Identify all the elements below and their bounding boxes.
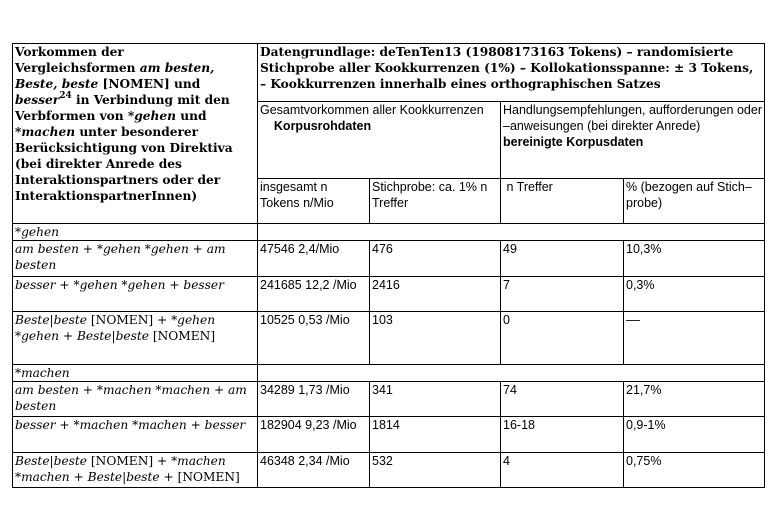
table-row xyxy=(13,381,765,416)
datengrundlage-text: Datengrundlage: deTenTen13 (19808173163 Tokens) – randomisierte Stichprobe aller Kookkurrenzen (1%) – Kollokationsspanne: ± 3 Tokens, – Kookkurrenzen innerhalb eines orthographischen Satzes xyxy=(260,45,754,91)
prozent-value: –– xyxy=(626,312,640,327)
table-row xyxy=(13,417,765,452)
footnote-marker: 24 xyxy=(59,91,72,101)
pattern-part: [NOMEN] xyxy=(149,328,216,343)
header-line-italic: *machen xyxy=(15,125,76,139)
bereinigte-korpusdaten-label: bereinigte Korpusdaten xyxy=(503,134,644,149)
treffer-value: 4 xyxy=(503,453,510,468)
header-line: Interaktionspartners oder der xyxy=(15,173,221,187)
treffer-value: 0 xyxy=(503,312,510,327)
col-header-text: insgesamt n Tokens n/Mio xyxy=(260,179,334,210)
stichprobe-value: 103 xyxy=(372,312,393,327)
header-line: unter besonderer xyxy=(75,125,199,139)
group-label: *machen xyxy=(15,365,70,380)
col-header-text: n Treffer xyxy=(506,179,553,194)
stichprobe-cell xyxy=(370,241,501,276)
treffer-cell xyxy=(501,241,624,276)
pattern-part: *machen + besser xyxy=(132,418,246,433)
stichprobe-value: 2416 xyxy=(372,277,400,292)
stichprobe-cell xyxy=(370,276,501,311)
header-line: Verbformen von xyxy=(15,109,128,123)
header-description-cell xyxy=(13,44,258,224)
stichprobe-cell xyxy=(370,311,501,364)
treffer-cell xyxy=(501,381,624,416)
header-line: Vergleichsformen xyxy=(15,61,140,75)
pattern-cell xyxy=(13,452,258,487)
group-label-filler xyxy=(258,224,765,241)
header-line: (bei direkter Anrede des xyxy=(15,157,182,171)
pattern-part: *machen *machen + Beste|beste + xyxy=(15,453,226,484)
insgesamt-value: 46348 2,34 /Mio xyxy=(260,453,350,468)
table-row xyxy=(13,311,765,364)
insgesamt-value: 34289 1,73 /Mio xyxy=(260,382,350,397)
insgesamt-cell xyxy=(258,417,370,452)
stichprobe-value: 476 xyxy=(372,242,393,257)
header-line-italic: besser xyxy=(15,93,60,107)
treffer-cell xyxy=(501,452,624,487)
col-header-stichprobe xyxy=(370,178,501,224)
korpusrohdaten-label: Korpusrohdaten xyxy=(273,118,372,133)
pattern-cell xyxy=(13,381,258,416)
stichprobe-cell xyxy=(370,452,501,487)
pattern-part: *machen + am besten xyxy=(15,382,247,413)
table-row xyxy=(13,276,765,311)
col-header-insgesamt xyxy=(258,178,370,224)
handlungsempfehlungen-label: Handlungsempfehlungen, aufforderungen oder –anweisungen (bei direkter Anrede) xyxy=(503,102,762,133)
treffer-value: 7 xyxy=(503,277,510,292)
prozent-value: 0,9-1% xyxy=(626,418,666,433)
header-line: in Verbindung mit den xyxy=(71,93,230,107)
insgesamt-cell xyxy=(258,452,370,487)
pattern-cell xyxy=(13,241,258,276)
pattern-part: besser + *gehen xyxy=(15,277,118,292)
stichprobe-value: 1814 xyxy=(372,418,400,433)
pattern-cell xyxy=(13,311,258,364)
header-line: [NOMEN] und xyxy=(98,77,201,91)
header-line: und xyxy=(176,109,207,123)
stichprobe-value: 532 xyxy=(372,453,393,468)
table-row xyxy=(13,241,765,276)
insgesamt-value: 241685 12,2 /Mio xyxy=(260,277,357,292)
stichprobe-cell xyxy=(370,417,501,452)
header-line: InteraktionspartnerInnen) xyxy=(15,189,198,203)
header-line-italic: *gehen xyxy=(127,109,177,123)
prozent-cell xyxy=(624,381,765,416)
treffer-cell xyxy=(501,417,624,452)
gesamtvorkommen-label: Gesamtvorkommen aller Kookkurrenzen xyxy=(260,102,484,117)
prozent-value: 0,3% xyxy=(626,277,655,292)
datengrundlage-cell xyxy=(258,44,765,102)
treffer-cell xyxy=(501,276,624,311)
group-label-machen xyxy=(13,364,258,381)
pattern-part: am besten + *machen xyxy=(15,382,152,397)
pattern-cell xyxy=(13,276,258,311)
pattern-cell xyxy=(13,417,258,452)
insgesamt-value: 10525 0,53 /Mio xyxy=(260,312,350,327)
prozent-cell xyxy=(624,452,765,487)
prozent-cell xyxy=(624,417,765,452)
treffer-value: 49 xyxy=(503,242,517,257)
pattern-part: [NOMEN] + xyxy=(87,453,172,468)
pattern-part: [NOMEN] + xyxy=(87,312,172,327)
stichprobe-cell xyxy=(370,381,501,416)
header-line-italic: Beste, beste xyxy=(15,77,99,91)
handlungsempfehlungen-cell xyxy=(501,101,765,178)
insgesamt-cell xyxy=(258,381,370,416)
prozent-value: 21,7% xyxy=(626,382,662,397)
insgesamt-cell xyxy=(258,311,370,364)
prozent-cell xyxy=(624,241,765,276)
prozent-cell xyxy=(624,276,765,311)
col-header-text: % (bezogen auf Stich– probe) xyxy=(626,179,752,210)
col-header-text: Stichprobe: ca. 1% n Treffer xyxy=(372,179,488,210)
table-row xyxy=(13,452,765,487)
col-header-treffer xyxy=(501,178,624,224)
stichprobe-value: 341 xyxy=(372,382,393,397)
pattern-part: [NOMEN] xyxy=(173,469,240,484)
col-header-prozent xyxy=(624,178,765,224)
treffer-value: 16-18 xyxy=(503,418,535,433)
prozent-value: 0,75% xyxy=(626,453,662,468)
group-label-filler xyxy=(258,364,765,381)
header-line-italic: am besten, xyxy=(139,61,215,75)
pattern-part: Beste|beste xyxy=(15,453,88,468)
pattern-part: *gehen *gehen + Beste|beste xyxy=(15,312,216,343)
pattern-part: am besten + *gehen xyxy=(15,242,141,257)
pattern-part: *gehen + besser xyxy=(121,277,224,292)
treffer-value: 74 xyxy=(503,382,517,397)
insgesamt-value: 47546 2,4/Mio xyxy=(260,242,340,257)
pattern-part: Beste|beste xyxy=(15,312,88,327)
insgesamt-cell xyxy=(258,276,370,311)
gesamtvorkommen-cell xyxy=(258,101,501,178)
treffer-cell xyxy=(501,311,624,364)
header-line: Berücksichtigung von Direktiva xyxy=(15,141,233,155)
pattern-part: *gehen + am besten xyxy=(15,242,226,273)
insgesamt-value: 182904 9,23 /Mio xyxy=(260,418,357,433)
group-label-gehen xyxy=(13,224,258,241)
insgesamt-cell xyxy=(258,241,370,276)
prozent-value: 10,3% xyxy=(626,242,662,257)
pattern-part: besser + *machen xyxy=(15,418,129,433)
group-label: *gehen xyxy=(15,225,60,239)
statistics-table xyxy=(12,43,765,488)
header-line: Vorkommen der xyxy=(15,45,124,59)
prozent-cell xyxy=(624,311,765,364)
